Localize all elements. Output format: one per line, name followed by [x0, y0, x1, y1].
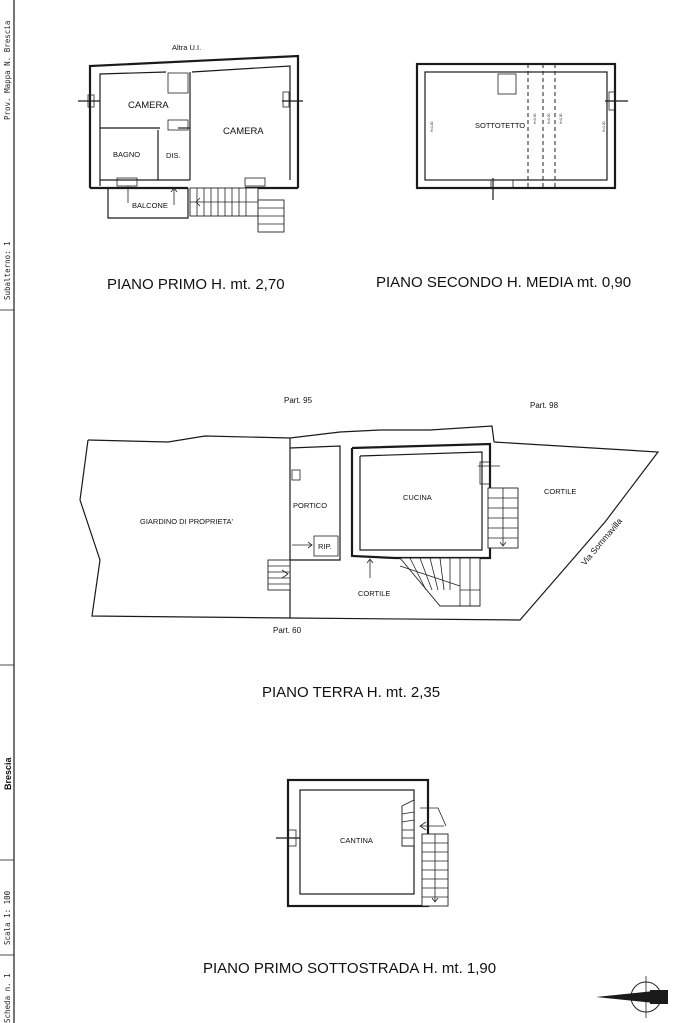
height-label-1: H=1.00 — [430, 121, 434, 132]
margin-strip — [0, 0, 14, 1023]
room-camera-left: CAMERA — [128, 100, 169, 111]
height-label-4: H=0.30 — [559, 113, 563, 124]
margin-middle-text: Subalterno: 1 — [3, 241, 12, 300]
room-rip: RIP. — [318, 542, 332, 551]
north-arrow-icon — [596, 976, 668, 1018]
room-camera-right: CAMERA — [223, 126, 264, 137]
title-piano-primo: PIANO PRIMO H. mt. 2,70 — [107, 276, 285, 293]
room-bagno: BAGNO — [113, 150, 141, 159]
stair-piano-primo — [190, 188, 284, 232]
height-label-2: H=0.50 — [533, 113, 537, 124]
margin-top-text: Prov. Mappa N. Brescia — [3, 20, 12, 120]
height-label-5: H=1.30 — [602, 121, 606, 132]
plan-piano-secondo — [417, 64, 628, 200]
stair-terra-right — [488, 488, 518, 548]
label-altra-ui: Altra U.I. — [172, 43, 202, 52]
label-part-60: Part. 60 — [273, 626, 302, 635]
room-cantina: CANTINA — [340, 836, 373, 845]
room-cucina: CUCINA — [403, 493, 432, 502]
room-balcone: BALCONE — [132, 201, 168, 210]
room-cortile-bottom: CORTILE — [358, 589, 391, 598]
plan-piano-terra — [80, 396, 658, 635]
room-sottotetto: SOTTOTETTO — [475, 121, 526, 130]
margin-sheet: Scheda n. 1 — [3, 973, 12, 1023]
label-part-98: Part. 98 — [530, 401, 559, 410]
street-via-sommavilla: Via Sommavilla — [578, 516, 625, 568]
label-part-95: Part. 95 — [284, 396, 313, 405]
title-piano-sottostrada: PIANO PRIMO SOTTOSTRADA H. mt. 1,90 — [203, 960, 497, 977]
stair-terra-left — [268, 560, 290, 590]
plan-piano-sottostrada — [276, 780, 448, 906]
stair-sottostrada — [422, 834, 448, 906]
margin-scale: Scala 1: 100 — [3, 890, 12, 945]
title-piano-secondo: PIANO SECONDO H. MEDIA mt. 0,90 — [376, 274, 632, 291]
title-piano-terra: PIANO TERRA H. mt. 2,35 — [262, 684, 441, 701]
stair-terra-bottom — [400, 558, 480, 606]
room-cortile-right: CORTILE — [544, 487, 577, 496]
room-portico: PORTICO — [293, 501, 328, 510]
room-giardino: GIARDINO DI PROPRIETA' — [140, 517, 233, 526]
plan-piano-primo — [78, 43, 303, 232]
margin-city: Brescia — [3, 757, 13, 790]
room-dis: DIS. — [166, 151, 181, 160]
height-label-3: H=0.50 — [547, 113, 551, 124]
